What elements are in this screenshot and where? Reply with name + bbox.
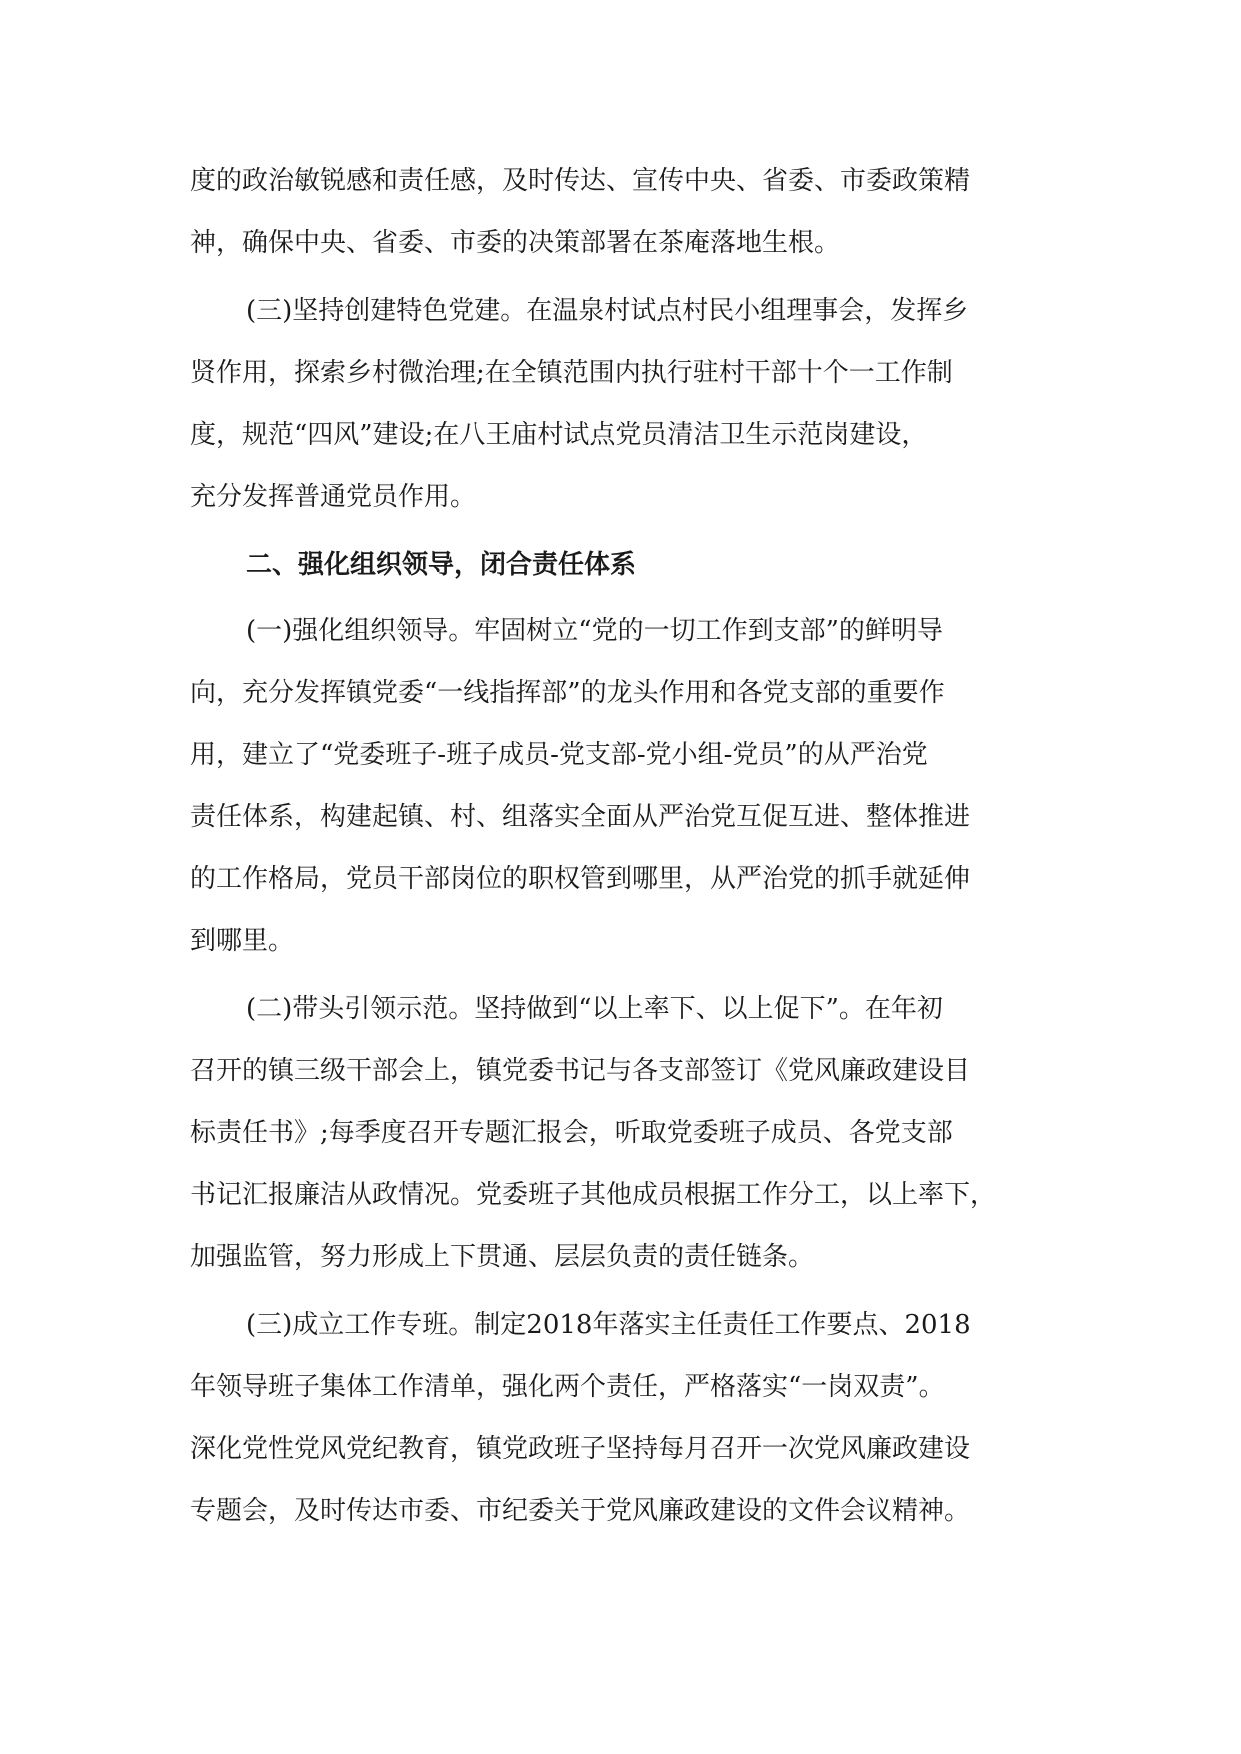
text-line: 责任体系，构建起镇、村、组落实全面从严治党互促互进、整体推进 bbox=[190, 802, 971, 832]
text-line: 的工作格局，党员干部岗位的职权管到哪里，从严治党的抓手就延伸 bbox=[190, 864, 971, 894]
text-line: 充分发挥普通党员作用。 bbox=[190, 482, 477, 512]
paragraph-item-2-lead-by-example bbox=[190, 978, 1058, 1288]
paragraph-item-3-work-task-force bbox=[190, 1294, 1058, 1542]
document-page bbox=[190, 150, 1058, 1542]
text-line: 深化党性党风党纪教育，镇党政班子坚持每月召开一次党风廉政建设 bbox=[190, 1434, 971, 1464]
paragraph-item-1-organization-leadership bbox=[190, 600, 1058, 972]
text-line: 度的政治敏锐感和责任感，及时传达、宣传中央、省委、市委政策精 bbox=[190, 166, 971, 196]
text-line: (三)成立工作专班。制定2018年落实主任责任工作要点、2018 bbox=[246, 1310, 971, 1340]
text-line: 书记汇报廉洁从政情况。党委班子其他成员根据工作分工，以上率下， bbox=[190, 1180, 997, 1210]
text-line: 标责任书》;每季度召开专题汇报会，听取党委班子成员、各党支部 bbox=[190, 1118, 953, 1148]
text-line: 用，建立了“党委班子-班子成员-党支部-党小组-党员”的从严治党 bbox=[190, 740, 928, 770]
text-line: 贤作用，探索乡村微治理;在全镇范围内执行驻村干部十个一工作制 bbox=[190, 358, 953, 388]
text-line: (一)强化组织领导。牢固树立“党的一切工作到支部”的鲜明导 bbox=[246, 616, 943, 646]
text-line: 加强监管，努力形成上下贯通、层层负责的责任链条。 bbox=[190, 1242, 815, 1272]
text-line: (二)带头引领示范。坚持做到“以上率下、以上促下”。在年初 bbox=[246, 994, 943, 1024]
paragraph-continuation bbox=[190, 150, 1058, 274]
paragraph-item-3-special-party-building bbox=[190, 280, 1058, 528]
section-heading: 二、强化组织领导，闭合责任体系 bbox=[246, 550, 637, 580]
text-line: 向，充分发挥镇党委“一线指挥部”的龙头作用和各党支部的重要作 bbox=[190, 678, 945, 708]
text-line: (三)坚持创建特色党建。在温泉村试点村民小组理事会，发挥乡 bbox=[246, 296, 969, 326]
text-line: 年领导班子集体工作清单，强化两个责任，严格落实“一岗双责”。 bbox=[190, 1372, 945, 1402]
text-line: 到哪里。 bbox=[190, 926, 295, 956]
text-line: 专题会，及时传达市委、市纪委关于党风廉政建设的文件会议精神。 bbox=[190, 1496, 971, 1526]
text-line: 召开的镇三级干部会上，镇党委书记与各支部签订《党风廉政建设目 bbox=[190, 1056, 971, 1086]
text-line: 度，规范“四风”建设;在八王庙村试点党员清洁卫生示范岗建设， bbox=[190, 420, 928, 450]
text-line: 神，确保中央、省委、市委的决策部署在茶庵落地生根。 bbox=[190, 228, 841, 258]
